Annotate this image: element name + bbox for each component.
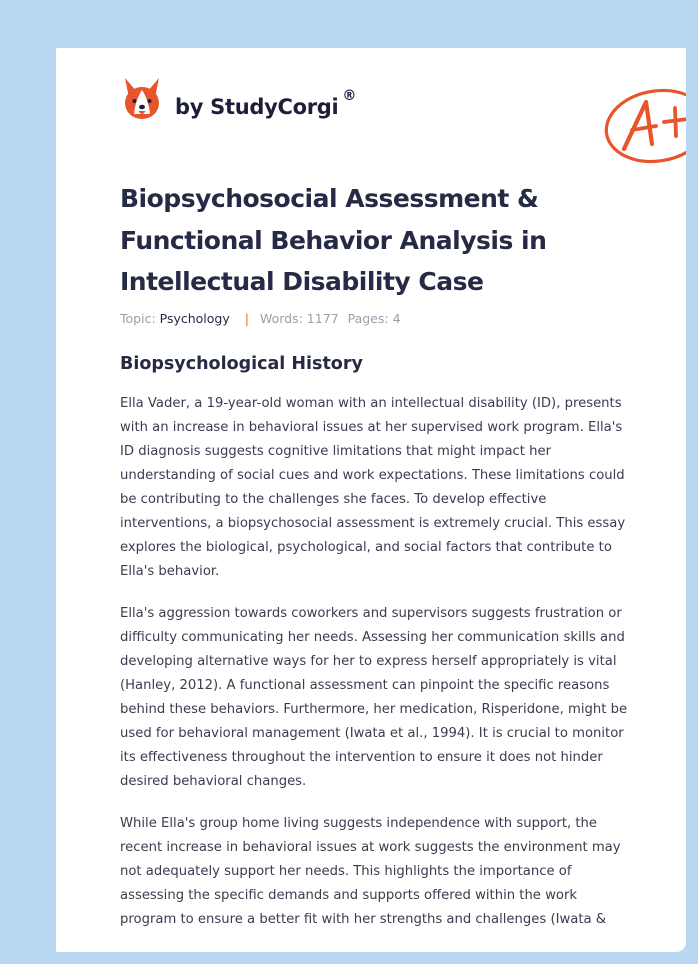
page-count: Pages: 4 [347, 311, 401, 326]
topic-label: Topic: [120, 311, 156, 326]
paragraph: While Ella's group home living suggests independence with support, the recent increase in behavioral issues at work suggests the environment may not adequately support her needs. This highlights the importance of assessing the specific demands and supports offered within the work program to ensure a better fit with her strengths and challenges (Iwata & [120, 816, 621, 927]
topic-link[interactable]: Psychology [159, 311, 230, 326]
header [120, 76, 640, 146]
corgi-logo-icon[interactable] [122, 76, 162, 126]
section-heading: Biopsychological History [120, 354, 363, 374]
meta-separator: | [244, 311, 249, 326]
document-page [56, 48, 686, 952]
a-plus-grade-icon [602, 86, 686, 170]
brand-name[interactable] [175, 88, 357, 119]
document-title: Biopsychosocial Assessment & Functional Behavior Analysis in Intellectual Disability Case [120, 184, 547, 296]
brand-text: by StudyCorgi [175, 95, 339, 119]
trademark-symbol: ® [342, 88, 357, 104]
paragraph: Ella Vader, a 19-year-old woman with an intellectual disability (ID), presents with an increase in behavioral issues at her supervised work program. Ella's ID diagnosis suggests cognitive limitations that might impact her understanding of social cues and work expectations. These limitations could be contributing to the challenges she faces. To develop effective interventions, a biopsychosocial assessment is extremely crucial. This essay explores the biological, psychological, and social factors that contribute to Ella's behavior. [120, 396, 626, 579]
document-meta [120, 311, 401, 326]
paragraph: Ella's aggression towards coworkers and supervisors suggests frustration or difficulty communicating her needs. Assessing her communication skills and developing alternative ways for her to express herself appropriately is vital (Hanley, 2012). A functional assessment can pinpoint the specific reasons behind these behaviors. Furthermore, her medication, Risperidone, might be used for behavioral management (Iwata et al., 1994). It is crucial to monitor its effectiveness throughout the intervention to ensure it does not hinder desired behavioral changes. [120, 606, 628, 789]
word-count: Words: 1177 [259, 311, 339, 326]
document-body [120, 392, 628, 950]
